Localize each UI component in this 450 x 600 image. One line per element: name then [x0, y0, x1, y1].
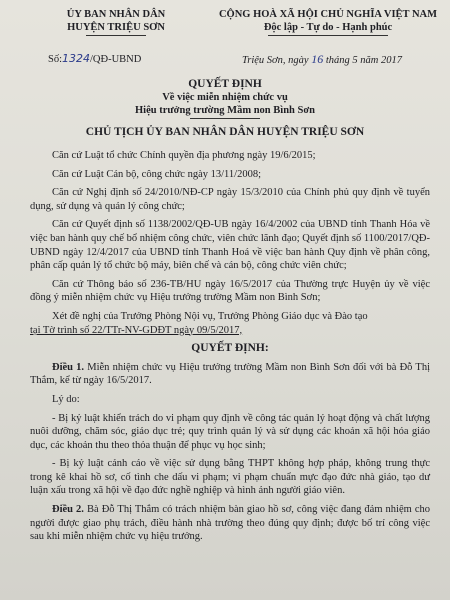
- org-line2: HUYỆN TRIỆU SƠN: [67, 22, 165, 33]
- decision-heading: QUYẾT ĐỊNH:: [191, 342, 269, 355]
- authority-line: CHỦ TỊCH ỦY BAN NHÂN DÂN HUYỆN TRIỆU SƠN: [85, 126, 365, 138]
- org-line1: ỦY BAN NHÂN DÂN: [66, 9, 166, 20]
- place-date: [242, 52, 402, 67]
- title-line3: Hiệu trưởng trường Mầm non Bình Sơn: [135, 105, 315, 116]
- header-left-rule: [86, 35, 146, 36]
- document-title: [0, 77, 450, 119]
- nation-motto: Độc lập - Tự do - Hạnh phúc: [263, 22, 393, 33]
- nation-line1: CỘNG HOÀ XÃ HỘI CHỦ NGHĨA VIỆT NAM: [218, 9, 438, 20]
- proposal-pre: Xét đề nghị của Trưởng Phòng Nội vụ, Trưởng Phòng Giáo dục và Đào tạo: [52, 310, 368, 322]
- basis-2: Căn cứ Luật Cán bộ, công chức ngày 13/11/2008;: [52, 168, 261, 180]
- place-day-handwritten: 16: [311, 52, 324, 66]
- article-1-text: Miễn nhiệm chức vụ Hiệu trưởng trường Mầm non Bình Sơn đối với bà Đỗ Thị Thắm, kể từ ngày 16/5/2017.: [30, 361, 430, 387]
- header-right-rule: [268, 35, 388, 36]
- basis-1: Căn cứ Luật tổ chức Chính quyền địa phương ngày 19/6/2015;: [52, 150, 316, 161]
- article-1-reason-label: Lý do:: [52, 393, 80, 405]
- basis-4: Căn cứ Quyết định số 1138/2002/QĐ-UB ngày 16/4/2002 của UBND tỉnh Thanh Hóa về việc ban hành quy chế bổ nhiệm công chức, viên chức lãnh đạo; Quyết định số 1100/2017/QĐ-UBND ngày 12/4/2017 của UBND tỉnh Thanh Hoá về việc ban hành Quy định về phân công, phân cấp quản lý tổ chức bộ máy, biên chế và cán bộ, công chức viên chức;: [30, 219, 430, 272]
- place-prefix: Triệu Sơn, ngày: [242, 55, 312, 66]
- article-1-reason-2: - Bị kỷ luật cảnh cáo về việc sử dụng bằng THPT không hợp pháp, không trung thực trong kê khai hồ sơ, cố tình che dấu vi phạm; vi phạm chuẩn mực đạo đức nhà giáo, tạo dư luận xấu trong xã hội về đạo đức nghề nghiệp và hình ảnh người giáo viên.: [30, 458, 430, 497]
- article-1: [30, 361, 430, 388]
- place-suffix: tháng 5 năm 2017: [323, 55, 402, 66]
- basis-3: Căn cứ Nghị định số 24/2010/NĐ-CP ngày 15/3/2010 của Chính phủ quy định về tuyển dụng, sử dụng và quản lý công chức;: [30, 187, 430, 212]
- article-2-text: Bà Đỗ Thị Thắm có trách nhiệm bàn giao hồ sơ, công việc đang đảm nhiệm cho người được giao phụ trách, điều hành nhà trường theo đúng quy định; được bố trí công việc sau khi miễn nhiệm chức vụ hiệu trưởng.: [30, 504, 431, 543]
- proposal: [30, 310, 430, 337]
- title-rule: [190, 118, 260, 119]
- article-1-label: Điều 1.: [52, 361, 85, 373]
- title-line2: Về việc miễn nhiệm chức vụ: [162, 92, 288, 103]
- document-body: [30, 149, 430, 549]
- title-line1: QUYẾT ĐỊNH: [188, 78, 262, 90]
- doc-no-prefix: Số:: [48, 54, 63, 65]
- article-2-label: Điều 2.: [52, 504, 84, 516]
- article-1-reason-1: - Bị kỷ luật khiển trách do vi phạm quy định về công tác quản lý hoạt động và chất lượng nuôi dưỡng, chăm sóc, giáo dục trẻ; quy trình quản lý và sử dụng các khoản xã hội hóa giáo dục, các khoản thu theo thỏa thuận để phục vụ học sinh;: [30, 412, 430, 451]
- article-2: [30, 503, 430, 544]
- basis-5: Căn cứ Thông báo số 236-TB/HU ngày 16/5/2017 của Thường trực Huyện ủy về việc đồng ý miễn nhiệm chức vụ Hiệu trưởng trường Mầm non Bình Sơn;: [30, 278, 430, 304]
- national-header: [210, 8, 446, 36]
- doc-no-handwritten: 1324: [62, 52, 91, 65]
- doc-no-suffix: /QĐ-UBND: [90, 54, 142, 65]
- proposal-post: tại Tờ trình số 22/TTr-NV-GDĐT ngày 09/5/2017,: [30, 324, 243, 336]
- issuing-authority-header: [36, 8, 196, 36]
- document-number: [48, 52, 141, 65]
